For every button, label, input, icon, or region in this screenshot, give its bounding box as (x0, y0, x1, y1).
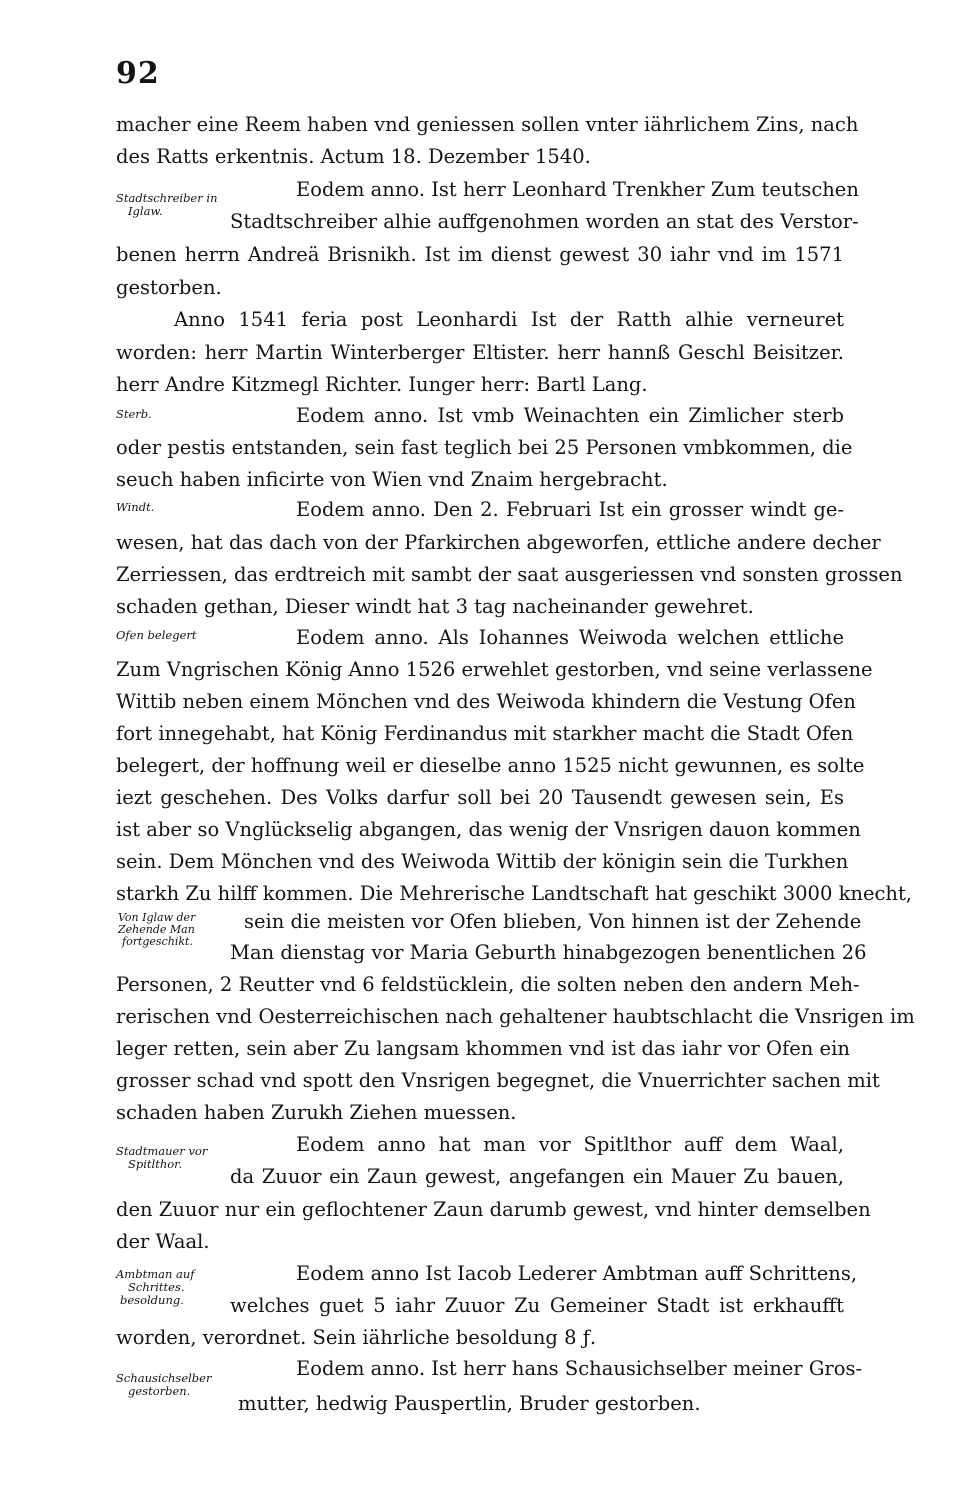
margin-note (116, 192, 217, 218)
text-line: leger retten, sein aber Zu langsam khommen vnd ist das iahr vor Ofen ein (116, 1037, 850, 1060)
text-line: Zerriessen, das erdtreich mit sambt der saat ausgeriessen vnd sonsten grossen (116, 563, 903, 586)
text-line: benen herrn Andreä Brisnikh. Ist im dienst gewest 30 iahr vnd im 1571 (116, 243, 844, 266)
text-line: schaden haben Zurukh Ziehen muessen. (116, 1101, 517, 1124)
text-line: Eodem anno. Den 2. Februari Ist ein grosser windt ge- (296, 498, 844, 521)
margin-note-line: Windt. (116, 500, 155, 514)
margin-note-line: besoldung. (120, 1293, 184, 1307)
margin-note (116, 408, 152, 421)
page-number: 92 (116, 56, 160, 91)
text-line: Eodem anno. Als Iohannes Weiwoda welchen ettliche (296, 626, 844, 649)
text-line: Eodem anno Ist Iacob Lederer Ambtman auff Schrittens, (296, 1262, 858, 1285)
margin-note (116, 629, 197, 642)
text-line: Eodem anno. Ist vmb Weinachten ein Zimlicher sterb (296, 404, 844, 427)
text-line: worden, verordnet. Sein iährliche besoldung 8 ƒ. (116, 1326, 597, 1349)
text-line: iezt geschehen. Des Volks darfur soll bei 20 Tausendt gewesen sein, Es (116, 786, 844, 809)
text-line: fort innegehabt, hat König Ferdinandus mit starkher macht die Stadt Ofen (116, 722, 854, 745)
text-line: der Waal. (116, 1230, 210, 1253)
margin-note (116, 1372, 211, 1398)
text-line: Wittib neben einem Mönchen vnd des Weiwoda khindern die Vestung Ofen (116, 690, 856, 713)
text-line: da Zuuor ein Zaun gewest, angefangen ein Mauer Zu bauen, (230, 1165, 844, 1188)
text-line: Zum Vngrischen König Anno 1526 erwehlet gestorben, vnd seine verlassene (116, 658, 873, 681)
margin-note (116, 1268, 195, 1307)
text-line: Eodem anno. Ist herr Leonhard Trenkher Zum teutschen (296, 178, 859, 201)
text-line: oder pestis entstanden, sein fast teglich bei 25 Personen vmbkommen, die (116, 436, 853, 459)
text-line: Man dienstag vor Maria Geburth hinabgezogen benentlichen 26 (230, 941, 867, 964)
margin-note-line: gestorben. (128, 1384, 191, 1398)
text-line: grosser schad vnd spott den Vnsrigen begegnet, die Vnuerrichter sachen mit (116, 1069, 880, 1092)
text-line: gestorben. (116, 276, 222, 299)
margin-note-line: Zehende Man (118, 923, 195, 936)
margin-note-line: fortgeschikt. (122, 935, 193, 948)
margin-note-line: Spitlthor. (128, 1157, 183, 1171)
text-line: rerischen vnd Oesterreichischen nach gehaltener haubtschlacht die Vnsrigen im (116, 1005, 915, 1028)
margin-note (116, 1145, 207, 1171)
margin-note-line: Ofen belegert (116, 628, 197, 642)
margin-note (118, 912, 195, 948)
margin-note-line: Von Iglaw der (118, 911, 196, 924)
text-line: Eodem anno. Ist herr hans Schausichselber meiner Gros- (296, 1357, 863, 1380)
margin-note-line: Ambtman auf (116, 1267, 195, 1281)
margin-note-line: Schausichselber (116, 1371, 212, 1385)
margin-note-line: Stadtschreiber in (116, 191, 218, 205)
text-line: den Zuuor nur ein geflochtener Zaun darumb gewest, vnd hinter demselben (116, 1198, 871, 1221)
text-line: starkh Zu hilff kommen. Die Mehrerische Landtschaft hat geschikt 3000 knecht, (116, 882, 912, 905)
margin-note-line: Iglaw. (128, 204, 163, 218)
text-line: des Ratts erkentnis. Actum 18. Dezember 1540. (116, 145, 591, 168)
text-line: wesen, hat das dach von der Pfarkirchen abgeworfen, ettliche andere decher (116, 531, 881, 554)
text-line: welches guet 5 iahr Zuuor Zu Gemeiner Stadt ist erkhaufft (230, 1294, 844, 1317)
text-line: ist aber so Vnglückselig abgangen, das wenig der Vnsrigen dauon kommen (116, 818, 861, 841)
text-line: mutter, hedwig Pauspertlin, Bruder gestorben. (238, 1392, 701, 1415)
margin-note-line: Sterb. (116, 407, 152, 421)
margin-note-line: Schrittes. (128, 1280, 185, 1294)
margin-note-line: Stadtmauer vor (116, 1144, 208, 1158)
text-line: sein die meisten vor Ofen blieben, Von hinnen ist der Zehende (244, 910, 862, 933)
text-line: belegert, der hoffnung weil er dieselbe anno 1525 nicht gewunnen, es solte (116, 754, 865, 777)
text-line: schaden gethan, Dieser windt hat 3 tag nacheinander gewehret. (116, 595, 754, 618)
text-line: sein. Dem Mönchen vnd des Weiwoda Wittib der königin sein die Turkhen (116, 850, 849, 873)
text-line: herr Andre Kitzmegl Richter. Iunger herr: Bartl Lang. (116, 373, 648, 396)
text-line: Personen, 2 Reutter vnd 6 feldstücklein, die solten neben den andern Meh- (116, 973, 860, 996)
text-line: seuch haben inficirte von Wien vnd Znaim hergebracht. (116, 468, 668, 491)
text-line: macher eine Reem haben vnd geniessen sollen vnter iährlichem Zins, nach (116, 113, 859, 136)
text-line: Anno 1541 feria post Leonhardi Ist der Ratth alhie verneuret (174, 308, 844, 331)
text-line: worden: herr Martin Winterberger Eltister. herr hannß Geschl Beisitzer. (116, 341, 844, 364)
text-line: Eodem anno hat man vor Spitlthor auff dem Waal, (296, 1133, 844, 1156)
text-line: Stadtschreiber alhie auffgenohmen worden an stat des Verstor- (230, 210, 859, 233)
margin-note (116, 501, 154, 514)
